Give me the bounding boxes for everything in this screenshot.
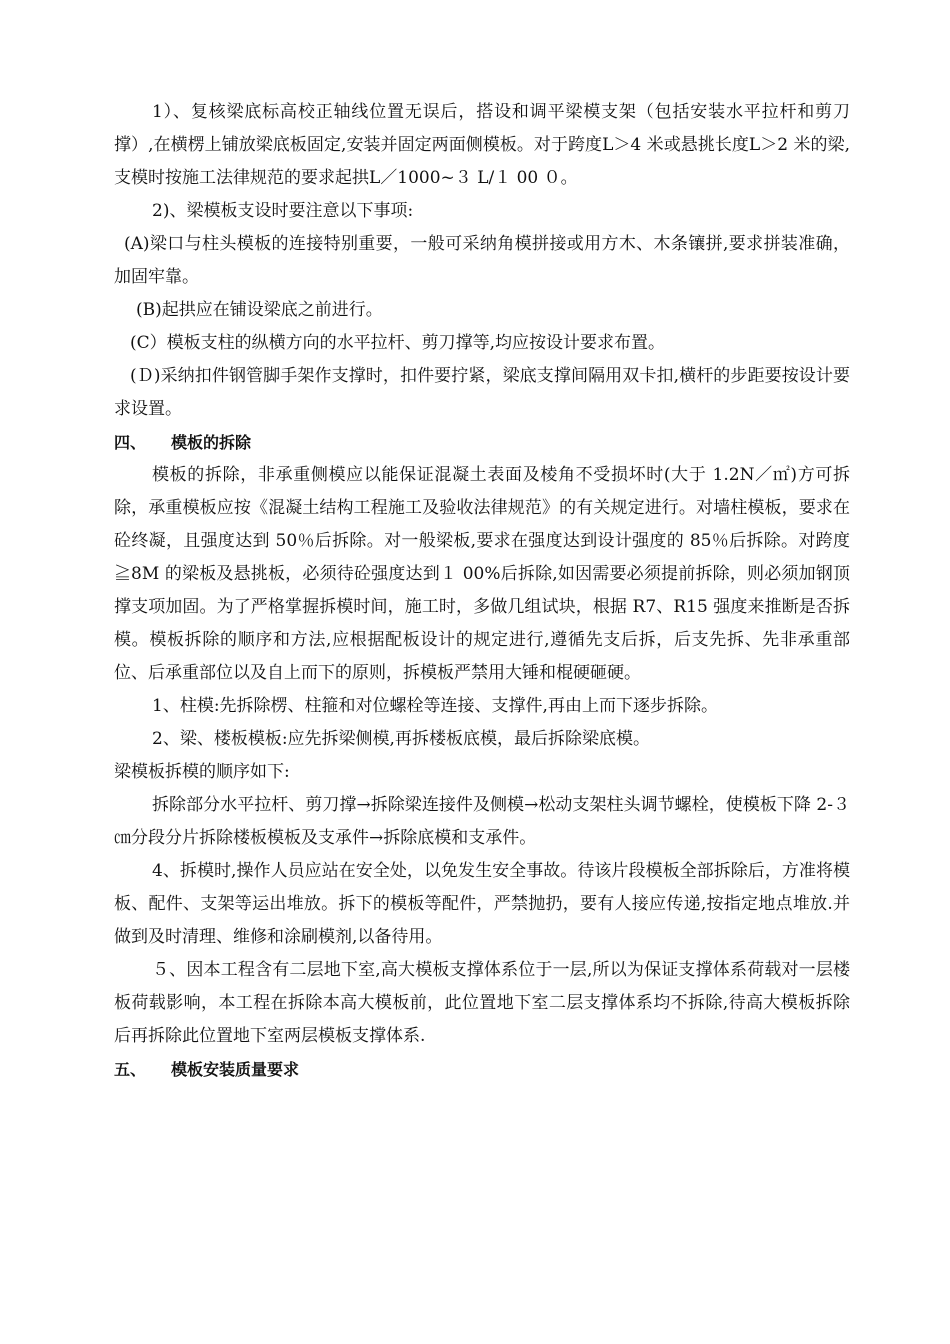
paragraph-removal-sequence: 拆除部分水平拉杆、剪刀撑→拆除梁连接件及侧模→松动支架柱头调节螺栓，使模板下降 2-３㎝分段分片拆除楼板模板及支承件→拆除底模和支承件。 bbox=[114, 795, 850, 848]
section-title-5: 模板安装质量要求 bbox=[171, 1060, 300, 1079]
section-heading-4 bbox=[114, 426, 850, 459]
paragraph-item-b: (B)起拱应在铺设梁底之前进行。 bbox=[136, 300, 383, 320]
paragraph-beam-slab-formwork: 2、梁、楼板模板:应先拆梁侧模,再拆楼板底模，最后拆除梁底模。 bbox=[152, 729, 650, 749]
paragraph-removal-overview: 模板的拆除，非承重侧模应以能保证混凝土表面及棱角不受损坏时(大于 1.2N／㎡)方可拆除，承重模板应按《混凝土结构工程施工及验收法律规范》的有关规定进行。对墙柱模板，要求在砼终凝，且强度达到 50％后拆除。对一般梁板,要求在强度达到设计强度的 85％后拆除。对跨度≧8M 的梁板及悬挑板，必须待砼强度达到１ 00%后拆除,如因需要必须提前拆除，则必须加钢顶撑支项加固。为了严格掌握拆模时间，施工时，多做几组试块，根据 R7、R15 强度来推断是否拆模。模板拆除的顺序和方法,应根据配板设计的规定进行,遵循先支后拆，后支先拆、先非承重部位、后承重部位以及自上而下的原则，拆模板严禁用大锤和棍硬砸硬。 bbox=[114, 465, 850, 683]
paragraph-column-formwork: 1、柱模:先拆除楞、柱箍和对位螺栓等连接、支撑件,再由上而下逐步拆除。 bbox=[152, 696, 718, 716]
section-heading-5 bbox=[114, 1053, 850, 1086]
paragraph-beam-formwork-notes: 2)、梁模板支设时要注意以下事项: bbox=[152, 201, 414, 221]
section-number-4: 四、 bbox=[114, 433, 147, 452]
section-number-5: 五、 bbox=[114, 1060, 147, 1079]
paragraph-basement-support: ５、因本工程含有二层地下室,高大模板支撑体系位于一层,所以为保证支撑体系荷载对一层楼板荷载影响，本工程在拆除本高大模板前，此位置地下室二层支撑体系均不拆除,待高大模板拆除后再拆除此位置地下室两层模板支撑体系. bbox=[114, 960, 850, 1046]
section-title-4: 模板的拆除 bbox=[171, 433, 252, 452]
paragraph-removal-sequence-label: 梁模板拆模的顺序如下: bbox=[114, 762, 290, 782]
document-body bbox=[114, 96, 850, 1086]
paragraph-item-a: (A)梁口与柱头模板的连接特别重要，一般可采纳角模拼接或用方木、木条镶拼,要求拼装准确，加固牢靠。 bbox=[114, 234, 850, 287]
paragraph-beam-bottom-check: 1）、复核梁底标高校正轴线位置无误后，搭设和调平梁模支架（包括安装水平拉杆和剪刀撑）,在横楞上铺放梁底板固定,安装并固定两面侧模板。对于跨度L＞4 米或悬挑长度L＞2 米的梁,支模时按施工法律规范的要求起拱L／1000~３ L/１ 00 ０。 bbox=[114, 102, 850, 188]
paragraph-safety: 4、拆模时,操作人员应站在安全处，以免发生安全事故。待该片段模板全部拆除后，方准将模板、配件、支架等运出堆放。拆下的模板等配件，严禁抛扔，要有人接应传递,按指定地点堆放.并做到及时清理、维修和涂刷模剂,以备待用。 bbox=[114, 861, 850, 947]
paragraph-item-d: (Ｄ)采纳扣件钢管脚手架作支撑时，扣件要拧紧，梁底支撑间隔用双卡扣,横杆的步距要按设计要求设置。 bbox=[114, 366, 850, 419]
paragraph-item-c: (C）模板支柱的纵横方向的水平拉杆、剪刀撑等,均应按设计要求布置。 bbox=[130, 333, 666, 353]
